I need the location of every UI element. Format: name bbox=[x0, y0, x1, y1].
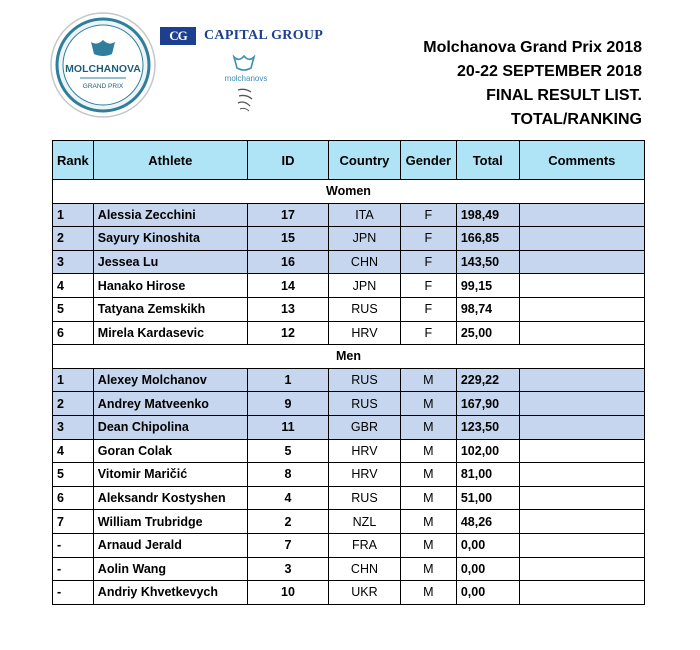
cell-rank: 4 bbox=[53, 274, 94, 298]
column-header-total: Total bbox=[456, 141, 519, 180]
cell-comments bbox=[519, 227, 644, 251]
cell-rank: 4 bbox=[53, 439, 94, 463]
column-header-gender: Gender bbox=[400, 141, 456, 180]
cell-athlete: Mirela Kardasevic bbox=[93, 321, 247, 345]
cell-athlete: Andrey Matveenko bbox=[93, 392, 247, 416]
cell-athlete: Alexey Molchanov bbox=[93, 368, 247, 392]
table-row bbox=[53, 250, 645, 274]
cell-comments bbox=[519, 463, 644, 487]
cell-comments bbox=[519, 321, 644, 345]
cell-rank: 6 bbox=[53, 486, 94, 510]
cell-country: HRV bbox=[329, 463, 401, 487]
cell-id: 10 bbox=[247, 581, 328, 605]
cell-gender: M bbox=[400, 368, 456, 392]
cell-athlete: Vitomir Maričić bbox=[93, 463, 247, 487]
cell-country: FRA bbox=[329, 533, 401, 557]
cell-rank: 3 bbox=[53, 415, 94, 439]
event-dates: 20-22 SEPTEMBER 2018 bbox=[457, 63, 642, 80]
cell-country: JPN bbox=[329, 274, 401, 298]
table-row bbox=[53, 510, 645, 534]
cell-rank: - bbox=[53, 557, 94, 581]
cell-total: 167,90 bbox=[456, 392, 519, 416]
section-row-men bbox=[53, 345, 645, 369]
table-row bbox=[53, 392, 645, 416]
cell-athlete: William Trubridge bbox=[93, 510, 247, 534]
cell-total: 48,26 bbox=[456, 510, 519, 534]
cell-athlete: Jessea Lu bbox=[93, 250, 247, 274]
cell-gender: M bbox=[400, 486, 456, 510]
logo-sub: GRAND PRIX bbox=[82, 83, 124, 90]
table-row bbox=[53, 415, 645, 439]
column-header-id: ID bbox=[247, 141, 328, 180]
cell-comments bbox=[519, 510, 644, 534]
cell-total: 102,00 bbox=[456, 439, 519, 463]
cell-country: RUS bbox=[329, 368, 401, 392]
swirl-emblem-icon bbox=[235, 86, 255, 114]
cell-id: 8 bbox=[247, 463, 328, 487]
cell-comments bbox=[519, 250, 644, 274]
cell-country: GBR bbox=[329, 415, 401, 439]
table-row bbox=[53, 321, 645, 345]
cell-gender: M bbox=[400, 533, 456, 557]
cell-country: RUS bbox=[329, 297, 401, 321]
cell-id: 11 bbox=[247, 415, 328, 439]
cell-athlete: Goran Colak bbox=[93, 439, 247, 463]
cell-rank: 5 bbox=[53, 463, 94, 487]
cell-id: 16 bbox=[247, 250, 328, 274]
table-row bbox=[53, 368, 645, 392]
cell-comments bbox=[519, 486, 644, 510]
cell-athlete: Alessia Zecchini bbox=[93, 203, 247, 227]
cell-id: 15 bbox=[247, 227, 328, 251]
cell-gender: F bbox=[400, 227, 456, 251]
capital-group-mark: CG bbox=[160, 27, 196, 45]
cell-gender: F bbox=[400, 250, 456, 274]
cell-gender: F bbox=[400, 321, 456, 345]
cell-athlete: Tatyana Zemskikh bbox=[93, 297, 247, 321]
cell-rank: 5 bbox=[53, 297, 94, 321]
table-row bbox=[53, 297, 645, 321]
cell-total: 99,15 bbox=[456, 274, 519, 298]
cell-rank: 2 bbox=[53, 227, 94, 251]
cell-comments bbox=[519, 533, 644, 557]
cell-gender: M bbox=[400, 510, 456, 534]
cell-comments bbox=[519, 368, 644, 392]
cell-total: 0,00 bbox=[456, 557, 519, 581]
cell-id: 17 bbox=[247, 203, 328, 227]
cell-total: 0,00 bbox=[456, 581, 519, 605]
list-type: FINAL RESULT LIST. bbox=[486, 87, 642, 104]
document-title bbox=[423, 36, 642, 132]
column-header-athlete: Athlete bbox=[93, 141, 247, 180]
table-row bbox=[53, 581, 645, 605]
cell-comments bbox=[519, 203, 644, 227]
cell-id: 1 bbox=[247, 368, 328, 392]
cell-country: CHN bbox=[329, 557, 401, 581]
cell-comments bbox=[519, 415, 644, 439]
table-row bbox=[53, 274, 645, 298]
cell-gender: M bbox=[400, 439, 456, 463]
cell-total: 25,00 bbox=[456, 321, 519, 345]
cell-total: 229,22 bbox=[456, 368, 519, 392]
cell-comments bbox=[519, 297, 644, 321]
cell-country: ITA bbox=[329, 203, 401, 227]
cell-rank: 6 bbox=[53, 321, 94, 345]
cell-country: HRV bbox=[329, 321, 401, 345]
sponsor-block bbox=[160, 22, 330, 122]
cell-id: 4 bbox=[247, 486, 328, 510]
molchanova-grand-prix-logo bbox=[50, 12, 156, 118]
cell-gender: M bbox=[400, 415, 456, 439]
capital-group-name: CAPITAL GROUP bbox=[204, 28, 324, 43]
cell-rank: - bbox=[53, 581, 94, 605]
cell-gender: M bbox=[400, 463, 456, 487]
table-row bbox=[53, 203, 645, 227]
cell-gender: M bbox=[400, 557, 456, 581]
cell-total: 98,74 bbox=[456, 297, 519, 321]
cell-total: 198,49 bbox=[456, 203, 519, 227]
results-body bbox=[53, 180, 645, 605]
list-subtitle: TOTAL/RANKING bbox=[511, 111, 642, 128]
cell-comments bbox=[519, 439, 644, 463]
cell-total: 123,50 bbox=[456, 415, 519, 439]
molchanovs-fin-icon bbox=[232, 54, 256, 74]
cell-country: UKR bbox=[329, 581, 401, 605]
event-name: Molchanova Grand Prix 2018 bbox=[423, 39, 642, 56]
column-header-country: Country bbox=[329, 141, 401, 180]
cell-comments bbox=[519, 274, 644, 298]
table-row bbox=[53, 227, 645, 251]
cell-gender: M bbox=[400, 581, 456, 605]
cell-athlete: Dean Chipolina bbox=[93, 415, 247, 439]
logo-name: MOLCHANOVA bbox=[65, 63, 141, 75]
results-table bbox=[52, 140, 645, 605]
table-header-row bbox=[53, 141, 645, 180]
column-header-rank: Rank bbox=[53, 141, 94, 180]
cell-country: JPN bbox=[329, 227, 401, 251]
capital-group-logo bbox=[160, 27, 323, 45]
cell-gender: F bbox=[400, 274, 456, 298]
cell-total: 81,00 bbox=[456, 463, 519, 487]
table-row bbox=[53, 439, 645, 463]
cell-country: RUS bbox=[329, 392, 401, 416]
section-title: Women bbox=[53, 180, 645, 204]
table-row bbox=[53, 486, 645, 510]
cell-rank: 3 bbox=[53, 250, 94, 274]
section-title: Men bbox=[53, 345, 645, 369]
cell-athlete: Sayury Kinoshita bbox=[93, 227, 247, 251]
cell-comments bbox=[519, 392, 644, 416]
cell-id: 2 bbox=[247, 510, 328, 534]
table-row bbox=[53, 533, 645, 557]
cell-id: 13 bbox=[247, 297, 328, 321]
cell-total: 51,00 bbox=[456, 486, 519, 510]
cell-rank: 1 bbox=[53, 368, 94, 392]
cell-rank: 2 bbox=[53, 392, 94, 416]
cell-athlete: Arnaud Jerald bbox=[93, 533, 247, 557]
cell-rank: 7 bbox=[53, 510, 94, 534]
cell-id: 9 bbox=[247, 392, 328, 416]
cell-gender: M bbox=[400, 392, 456, 416]
cell-id: 7 bbox=[247, 533, 328, 557]
cell-gender: F bbox=[400, 203, 456, 227]
cell-id: 5 bbox=[247, 439, 328, 463]
cell-comments bbox=[519, 581, 644, 605]
cell-country: CHN bbox=[329, 250, 401, 274]
cell-athlete: Aolin Wang bbox=[93, 557, 247, 581]
cell-rank: - bbox=[53, 533, 94, 557]
cell-country: HRV bbox=[329, 439, 401, 463]
cell-gender: F bbox=[400, 297, 456, 321]
cell-athlete: Andriy Khvetkevych bbox=[93, 581, 247, 605]
cell-id: 12 bbox=[247, 321, 328, 345]
cell-total: 166,85 bbox=[456, 227, 519, 251]
molchanovs-label: molchanovs bbox=[224, 74, 268, 83]
cell-country: RUS bbox=[329, 486, 401, 510]
section-row-women bbox=[53, 180, 645, 204]
cell-total: 143,50 bbox=[456, 250, 519, 274]
cell-rank: 1 bbox=[53, 203, 94, 227]
cell-id: 3 bbox=[247, 557, 328, 581]
column-header-comments: Comments bbox=[519, 141, 644, 180]
table-row bbox=[53, 557, 645, 581]
cell-athlete: Aleksandr Kostyshen bbox=[93, 486, 247, 510]
cell-athlete: Hanako Hirose bbox=[93, 274, 247, 298]
cell-id: 14 bbox=[247, 274, 328, 298]
table-row bbox=[53, 463, 645, 487]
cell-total: 0,00 bbox=[456, 533, 519, 557]
cell-country: NZL bbox=[329, 510, 401, 534]
cell-comments bbox=[519, 557, 644, 581]
